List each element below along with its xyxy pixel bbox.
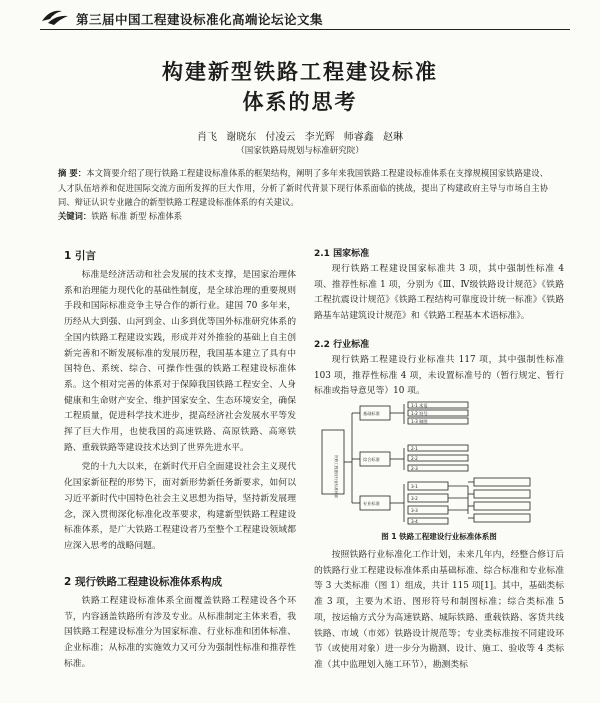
paragraph: 现行铁路工程建设行业标准共 117 项，其中强制性标准 103 项，推荐性标准 4 项，未设置标准号的（暂行规定、暂行标准或指导意见等）10 项。 [314, 355, 564, 397]
author: 谢晓东 [226, 132, 257, 143]
root-node-label: 铁路工程建设行业标准体系 [334, 455, 338, 499]
paragraph: 现行铁路工程建设国家标准共 3 项，其中强制性标准 4 项、推荐性标准 1 项，分别为《Ⅲ、Ⅳ级铁路设计规范》《铁路工程抗震设计规范》《铁路工程结构可靠度设计统一标准》《铁路路基车站建筑设计规范》和《铁路工程基本术语标准》。 [314, 264, 564, 322]
keywords [58, 210, 548, 222]
section-2-2-heading: 2.2 行业标准 [314, 340, 370, 350]
author: 肖飞 [197, 132, 218, 143]
paragraph: 党的十九大以来，在新时代开启全面建设社会主义现代化国家新征程的形势下，面对新形势新任务新要求，如何以习近平新时代中国特色社会主义思想为指导，坚持新发展理念，深入贯彻深化标准化改革要求，构建新型铁路工程建设标准体系，是广大铁路工程建设者乃至整个工程建设领域都应深入思考的战略问题。 [64, 462, 296, 551]
sub-label: 2-3 [411, 466, 418, 471]
section-2-2-continued [314, 548, 564, 674]
sub-label: 2-1 [411, 446, 418, 451]
affiliation: （国家铁路局规划与标准研究院） [236, 146, 364, 156]
sub-label: 3-3 [411, 508, 418, 513]
section-2-1-heading: 2.1 国家标准 [314, 249, 370, 259]
sub-label: 1-1 术语 [411, 403, 428, 408]
node-label: 专业标准 [363, 501, 380, 506]
author: 师睿鑫 [343, 132, 374, 143]
paragraph: 标准是经济活动和社会发展的技术支撑，是国家治理体系和治理能力现代化的基础性制度，是全球治理的重要规则手段和国际标准竞争主导合作的新行业。建国 70 多年来，历经从大到强、山河到金、山多到优等国外标准研究体系的全国内铁路工程建设实践，形成并对外推验的基础上自主创新完善和不断发展标准的发展历程，我国基本建立了具有中国特色、系统、综合、可操作性强的铁路工程建设标准体系。这个相对完善的体系对于保障我国铁路工程安全、人身健康和生命财产安全、维护国家安全、生态环境安全，确保工程质量，促进科学技术进步，提高经济社会发展水平等发挥了巨大作用，也使我国的高速铁路、高原铁路、高寒铁路、重载铁路等建设技术达到了世界先进水平。 [64, 270, 296, 453]
keywords-label: 关键词： [58, 211, 92, 221]
sub-label: 3-2 [411, 496, 418, 501]
running-header [40, 7, 570, 30]
abstract-text: 本文简要介绍了现行铁路工程建设标准体系的框架结构，阐明了多年来我国铁路工程建设标准体系在支撑规模国家铁路建设、人才队伍培养和促进国际交流方面所发挥的巨大作用，分析了新时代背景下现行体系面临的挑战，提出了构建政府主导与市场自主协同、辩证认识专业融合的新型铁路工程建设标准体系的有关建议。 [58, 168, 548, 207]
sub-label: 1-2 符号 [411, 411, 428, 416]
figure-1-caption: 图 1 铁路工程建设行业标准体系图 [381, 532, 497, 541]
sub-label: 1-3 制图 [411, 419, 428, 424]
paper-title-line2: 体系的思考 [242, 90, 358, 114]
author: 付凌云 [265, 132, 296, 143]
figure-1-diagram [318, 400, 562, 526]
section-2-1-body [314, 262, 564, 325]
section-2-body [64, 594, 296, 673]
sub-label: 3-4 [411, 519, 418, 524]
abstract-label: 摘 要： [58, 168, 87, 178]
root-node [322, 430, 344, 494]
section-2-heading: 2 现行铁路工程建设标准体系构成 [64, 576, 222, 588]
node-label: 基础标准 [363, 411, 380, 416]
sub-label: 2-2 [411, 456, 418, 461]
author: 赵琳 [382, 132, 403, 143]
section-1-heading: 1 引言 [64, 250, 96, 262]
conference-logo-icon [40, 7, 70, 27]
author-list [0, 128, 600, 143]
keywords-text: 铁路 标准 新型 标准体系 [91, 211, 183, 221]
section-2-2-body [314, 353, 564, 400]
abstract [58, 166, 548, 210]
node-label: 综合标准 [363, 457, 380, 462]
paragraph: 铁路工程建设标准体系全面覆盖铁路工程建设各个环节，内容涵盖铁路所有涉及专业。从标准制定主体来看，我国铁路工程建设标准分为国家标准、行业标准和团体标准、企业标准；从标准的实施效力又可分为强制性标准和推荐性标准。 [64, 596, 296, 669]
paper-title-line1: 构建新型铁路工程建设标准 [162, 60, 438, 84]
section-1-body [64, 268, 296, 555]
paragraph: 按照铁路行业标准化工作计划，未来几年内，经整合修订后的铁路行业工程建设标准体系由基础标准、综合标准和专业标准等 3 大类标准（图 1）组成，共计 115 项[1]。其中，基础类标准 3 项，主要为术语、图形符号和制图标准；综合类标准 5 项，按运输方式分为高速铁路、城际铁路、重载铁路、客货共线铁路、市域（市郊）铁路设计规范等；专业类标准按不同建设环节（或使用对象）进一步分为勘测、设计、施工、验收等 4 类标准（其中监理划入施工环节），勘测类标 [314, 550, 564, 670]
header-title: 第三届中国工程建设标准化高端论坛论文集 [76, 12, 324, 27]
author: 李光辉 [304, 132, 335, 143]
sub-label: 3-1 [411, 484, 418, 489]
